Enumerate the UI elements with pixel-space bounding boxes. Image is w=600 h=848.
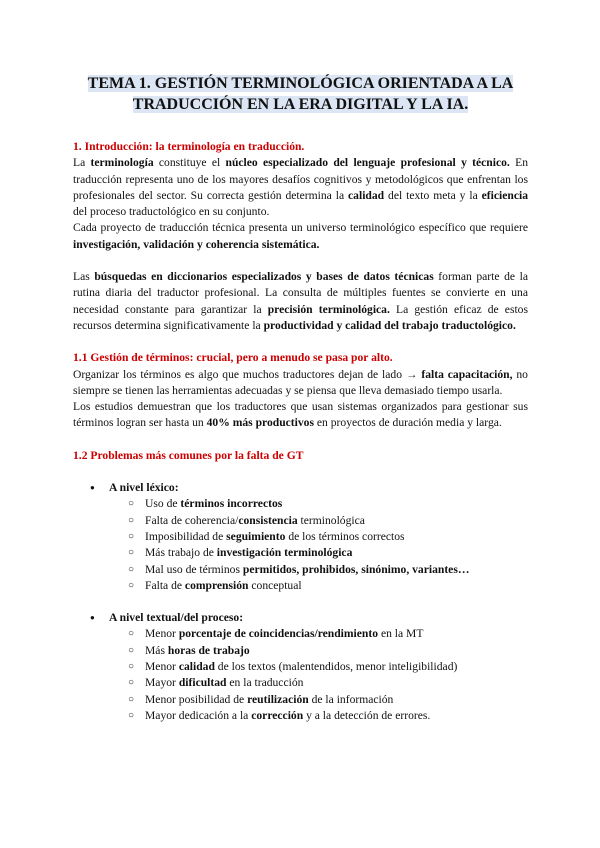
title-line-2: TRADUCCIÓN EN LA ERA DIGITAL Y LA IA.	[132, 95, 469, 113]
list-item	[73, 626, 528, 642]
list-item	[73, 708, 528, 724]
text-run: La	[73, 156, 91, 170]
list-item	[73, 513, 528, 529]
text-run: Mayor	[145, 676, 179, 690]
list-item	[73, 578, 528, 594]
intro-paragraph-1	[73, 155, 528, 220]
text-run: constituye el	[153, 156, 226, 170]
list-item	[73, 692, 528, 708]
problems-list-textual	[73, 610, 528, 724]
bold-run: dificultad	[178, 676, 227, 690]
text-run: en la MT	[378, 627, 424, 641]
paragraph-spacer	[73, 334, 528, 350]
text-run: Menor posibilidad de	[145, 692, 248, 706]
list-group-label: ● A nivel textual/del proceso:	[73, 610, 528, 626]
list-item	[73, 529, 528, 545]
text-run: En traducción representa uno de los mayores desafíos cognitivos y metodológicos que enfrentan los profesionales del sector. Su correcta gestión determina la	[73, 156, 528, 202]
bold-run: calidad	[348, 188, 385, 202]
list-item	[73, 643, 528, 659]
text-run: Imposibilidad de	[145, 529, 227, 543]
text-run: del texto meta y la	[384, 188, 482, 202]
paragraph-spacer	[73, 432, 528, 448]
bold-run: falta capacitación,	[421, 367, 513, 381]
text-run: en proyectos de duración media y larga.	[314, 416, 502, 430]
bold-run: 40% más productivos	[206, 416, 314, 430]
bold-run: terminología	[90, 156, 154, 170]
bold-run: reutilización	[247, 692, 309, 706]
list-item	[73, 545, 528, 561]
page-title	[73, 74, 528, 115]
text-run: Falta de coherencia/	[145, 513, 239, 527]
intro-paragraph-3	[73, 269, 528, 334]
text-run: conceptual	[248, 578, 302, 592]
section-1-1-heading: 1.1 Gestión de términos: crucial, pero a menudo se pasa por alto.	[73, 351, 393, 365]
text-run: Menor	[145, 660, 179, 674]
list-group-label: ● A nivel léxico:	[73, 480, 528, 496]
bold-run: porcentaje de coincidencias/rendimiento	[178, 627, 379, 641]
bold-run: comprensión	[184, 578, 249, 592]
bold-run: consistencia	[238, 513, 298, 527]
text-run: de los términos correctos	[285, 529, 405, 543]
list-item	[73, 562, 528, 578]
text-run: no siempre se tienen las herramientas adecuadas y se piensa que lleva demasiado tiempo usarla.	[73, 367, 528, 397]
bold-run: horas de trabajo	[167, 643, 250, 657]
text-run: La gestión eficaz de estos recursos determina significativamente la	[73, 302, 528, 332]
intro-heading: 1. Introducción: la terminología en traducción.	[73, 140, 305, 153]
title-line-1: TEMA 1. GESTIÓN TERMINOLÓGICA ORIENTADA A LA	[87, 75, 514, 92]
text-run: forman parte de la rutina diaria del traductor profesional. La consulta de múltiples fuentes se convierte en una necesidad constante para garantizar la	[73, 270, 528, 316]
text-run: Menor	[145, 627, 179, 641]
list-item	[73, 496, 528, 512]
bold-run: investigación terminológica	[216, 546, 353, 560]
document-page	[73, 0, 528, 724]
bold-run: productividad y calidad del trabajo traductológico.	[263, 318, 516, 332]
paragraph-spacer	[73, 464, 528, 480]
text-run: terminológica	[297, 513, 365, 527]
paragraph-spacer	[73, 594, 528, 610]
text-run: Uso de	[145, 497, 181, 511]
intro-paragraph-2	[73, 220, 528, 253]
text-run: Los estudios demuestran que los traductores que usan sistemas organizados para gestionar sus términos logran ser hasta un	[73, 400, 528, 430]
section-1-1-paragraph-1	[73, 367, 528, 400]
text-run: en la traducción	[226, 676, 304, 690]
bold-run: eficiencia	[481, 188, 529, 202]
bold-run: calidad	[178, 660, 215, 674]
text-run: de la información	[308, 692, 394, 706]
problems-list-lexical	[73, 480, 528, 594]
text-run: Mayor dedicación a la	[145, 708, 252, 722]
bold-run: precisión terminológica.	[267, 302, 390, 316]
text-run: Mal uso de términos	[145, 562, 243, 576]
bold-run: núcleo especializado del lenguaje profesional y técnico.	[225, 156, 510, 170]
section-1-1-paragraph-2	[73, 399, 528, 432]
text-run: del proceso traductológico en su conjunto.	[73, 205, 270, 219]
text-run: Cada proyecto de traducción técnica presenta un universo terminológico específico que requiere	[73, 221, 528, 235]
bold-run: permitidos, prohibidos, sinónimo, variantes…	[242, 562, 470, 576]
bold-run: búsquedas en diccionarios especializados y bases de datos técnicas	[94, 270, 434, 284]
text-run: Falta de	[145, 578, 185, 592]
bold-run: términos incorrectos	[180, 497, 283, 511]
text-run: Las	[73, 270, 95, 284]
bold-run: seguimiento	[226, 529, 286, 543]
text-run: Más	[145, 643, 168, 657]
text-run: y a la detección de errores.	[303, 708, 431, 722]
list-item	[73, 659, 528, 675]
paragraph-spacer	[73, 253, 528, 269]
text-run: Organizar los términos es algo que muchos traductores dejan de lado →	[73, 367, 422, 381]
bold-run: investigación, validación y coherencia sistemática.	[73, 237, 320, 251]
section-1-2-heading: 1.2 Problemas más comunes por la falta de GT	[73, 448, 304, 462]
bold-run: corrección	[251, 708, 304, 722]
text-run: de los textos (malentendidos, menor inteligibilidad)	[214, 660, 458, 674]
list-item	[73, 675, 528, 691]
text-run: Más trabajo de	[145, 546, 217, 560]
